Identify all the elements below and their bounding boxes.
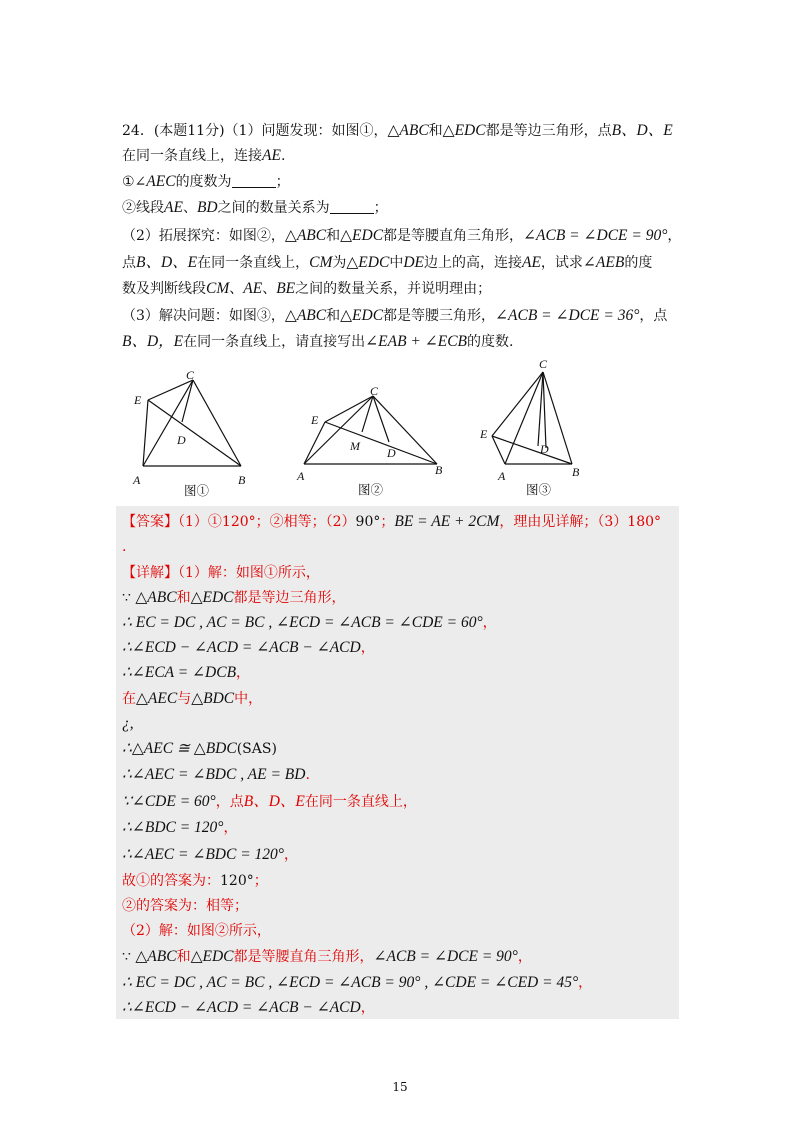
figure-1-caption: 图①: [184, 483, 210, 498]
label-e: E: [134, 393, 142, 407]
solution-step: ∵∠CDE = 60°，点B、D、E在同一条直线上，: [122, 793, 417, 810]
solution-step: 在△AEC与△BDC中，: [122, 690, 263, 707]
label-d: D: [540, 442, 549, 456]
label-e: E: [480, 427, 488, 441]
question-part-3-line-1: （3）解决问题：如图③，△ABC和△EDC都是等腰三角形，∠ACB = ∠DCE = 36°，点: [122, 307, 668, 324]
label-m: M: [350, 439, 360, 453]
question-header: 24．(本题11分)（1）问题发现：如图①，: [122, 123, 388, 139]
question-line-1: 24．(本题11分)（1）问题发现：如图①，△ABC和△EDC都是等边三角形，点B、D、E: [122, 122, 673, 139]
label-a: A: [498, 469, 506, 483]
page-number: 15: [392, 1080, 408, 1094]
solution-step: ∵ △ABC和△EDC都是等边三角形，: [122, 589, 346, 606]
question-part-2-line-2: 点B、D、E在同一条直线上，CM为△EDC中DE边上的高，连接AE，试求∠AEB的度: [122, 254, 653, 271]
solution-step: ¿,: [122, 715, 134, 732]
figure-2: [295, 356, 450, 505]
solution-step: ∴∠AEC = ∠BDC , AE = BD.: [122, 766, 310, 783]
figure-2-diagram: [295, 356, 450, 501]
figures-row: [120, 356, 680, 501]
solution-step: ∴∠BDC = 120°，: [122, 819, 238, 836]
label-b: B: [435, 463, 443, 477]
figure-3-caption: 图③: [526, 482, 552, 497]
figure-1: [120, 356, 260, 505]
solution-step: ∵ △ABC和△EDC都是等腰直角三角形，∠ACB = ∠DCE = 90°，: [122, 948, 532, 965]
question-part-3-line-2: B、D，E在同一条直线上，请直接写出∠EAB + ∠ECB的度数.: [122, 333, 514, 350]
label-b: B: [238, 473, 246, 487]
figure-3: [480, 356, 595, 505]
label-c: C: [186, 368, 195, 382]
solution-step: （2）解：如图②所示，: [122, 923, 271, 939]
label-e: E: [311, 413, 319, 427]
figure-2-caption: 图②: [358, 482, 384, 497]
question-line-2: 在同一条直线上，连接AE.: [122, 147, 286, 164]
label-c: C: [370, 384, 379, 398]
solution-step: 故①的答案为：120°；: [122, 873, 268, 889]
solution-step: ∴ EC = DC , AC = BC , ∠ECD = ∠ACB = 90° , ∠CDE = ∠CED = 45°，: [122, 974, 593, 991]
figure-3-diagram: [480, 356, 595, 501]
answer-line: 【答案】（1）①120°；②相等；（2）90°；BE = AE + 2CM，理由见详解；（3）180°: [122, 513, 662, 530]
question-sub-1: ①∠AEC的度数为 ；: [122, 173, 290, 190]
solution-step: ②的答案为：相等；: [122, 898, 248, 914]
question-part-2-line-3: 数及判断线段CM、AE、BE之间的数量关系，并说明理由；: [122, 280, 492, 297]
label-c: C: [539, 357, 548, 371]
label-d: D: [177, 433, 186, 447]
solution-step: ∴ EC = DC , AC = BC , ∠ECD = ∠ACB = ∠CDE = 60°，: [122, 614, 497, 631]
solution-step: ∴△AEC ≅ △BDC(SAS): [122, 740, 277, 757]
label-b: B: [572, 465, 580, 479]
answer-line-2: .: [122, 539, 127, 555]
answer-blank: [232, 173, 276, 188]
solution-step: ∴∠ECA = ∠DCB，: [122, 664, 251, 681]
solution-step: ∴∠AEC = ∠BDC = 120°，: [122, 846, 298, 863]
label-a: A: [297, 469, 305, 483]
figure-1-diagram: [120, 356, 260, 501]
answer-blank: [330, 199, 374, 214]
answer-tag: 【答案】: [122, 514, 178, 530]
solution-step: ∴∠ECD − ∠ACD = ∠ACB − ∠ACD，: [122, 999, 375, 1016]
label-d: D: [387, 446, 396, 460]
solution-step: ∴∠ECD − ∠ACD = ∠ACB − ∠ACD，: [122, 639, 375, 656]
question-part-2-line-1: （2）拓展探究：如图②，△ABC和△EDC都是等腰直角三角形，∠ACB = ∠DCE = 90°，: [122, 227, 682, 244]
label-a: A: [133, 473, 141, 487]
solution-intro: 【详解】（1）解：如图①所示，: [122, 565, 320, 581]
question-sub-2: ②线段AE、BD之间的数量关系为 ；: [122, 199, 388, 216]
solution-tag: 【详解】: [122, 565, 178, 581]
